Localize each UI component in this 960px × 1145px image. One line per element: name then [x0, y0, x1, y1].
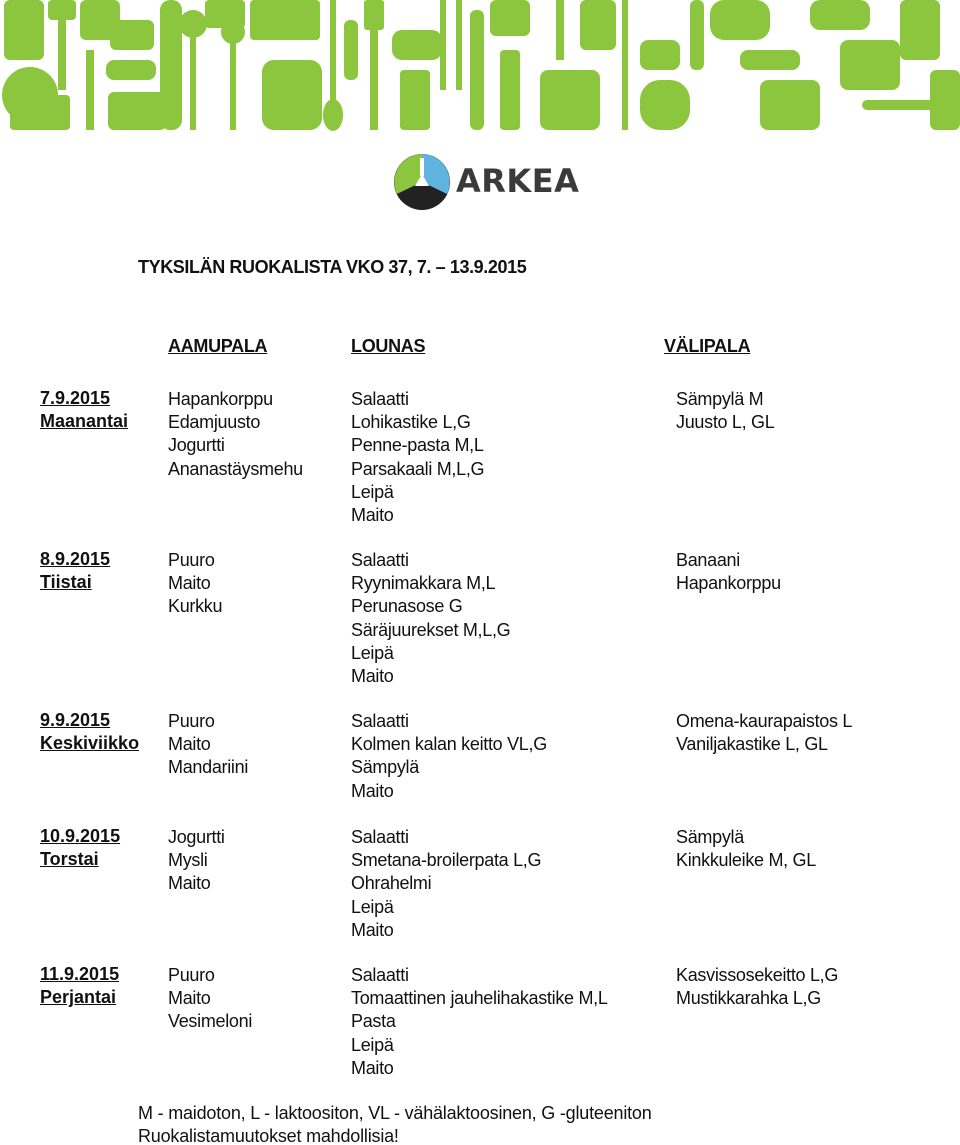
menu-item: Maito	[168, 734, 211, 755]
menu-item: Maito	[168, 873, 211, 894]
menu-item: Kolmen kalan keitto VL,G	[351, 734, 547, 755]
menu-item: Kasvissosekeitto L,G	[676, 965, 839, 985]
knife-icon	[86, 50, 94, 130]
column-header-lounas: LOUNAS	[351, 336, 426, 356]
menu-item: Tomaattinen jauhelihakastike M,L	[351, 988, 608, 1009]
menu-item: Mysli	[168, 850, 208, 871]
menu-item: Maito	[351, 1057, 394, 1078]
bowl-icon	[110, 20, 154, 50]
toaster-icon	[262, 60, 322, 130]
valipala-list	[676, 964, 838, 1010]
menu-item: Salaatti	[351, 550, 409, 570]
column-header-valipala: VÄLIPALA	[664, 336, 751, 356]
menu-item: Juusto L, GL	[676, 412, 775, 433]
menu-item: Mustikkarahka L,G	[676, 988, 821, 1009]
menu-item: Säräjuurekset M,L,G	[351, 619, 511, 640]
arkea-logo	[392, 150, 592, 214]
rolling-pin-icon	[160, 0, 182, 130]
menu-item: Maito	[351, 780, 394, 801]
menu-item: Lohikastike L,G	[351, 412, 471, 433]
arkea-logo-text: ARKEA	[456, 162, 580, 200]
aamupala-list	[168, 964, 252, 1034]
scale-icon	[840, 40, 900, 90]
aamupala-list	[168, 549, 222, 619]
pan-icon	[392, 30, 442, 60]
kettle-icon	[108, 92, 166, 130]
menu-item: Ohrahelmi	[351, 873, 432, 894]
menu-item: Mandariini	[168, 757, 249, 778]
jug-icon	[760, 80, 820, 130]
lounas-list	[351, 964, 608, 1080]
valipala-list	[676, 549, 781, 595]
spatula-icon	[58, 10, 66, 90]
menu-item: Sämpylä M	[676, 389, 764, 409]
teapot-icon	[710, 0, 770, 40]
saucepan-icon	[490, 0, 530, 36]
menu-item: Sämpylä	[676, 827, 744, 847]
valipala-list	[676, 826, 816, 872]
aamupala-list	[168, 710, 248, 780]
fish-slice-icon	[740, 50, 800, 70]
valipala-list	[676, 710, 852, 756]
arkea-logo-icon	[392, 152, 452, 212]
menu-item: Ryynimakkara M,L	[351, 573, 496, 594]
menu-item: Parsakaali M,L,G	[351, 458, 485, 479]
menu-item: Penne-pasta M,L	[351, 435, 484, 456]
menu-item: Puuro	[168, 965, 215, 985]
footer	[138, 1102, 652, 1145]
menu-item: Maito	[168, 573, 211, 594]
menu-item: Leipä	[351, 1034, 394, 1055]
lounas-list	[351, 388, 484, 527]
valipala-list	[676, 388, 774, 434]
bottle-icon	[400, 70, 430, 130]
mixer-icon	[556, 0, 564, 60]
cooking-pot-icon	[540, 70, 600, 130]
menu-item: Salaatti	[351, 711, 409, 731]
ladle-icon	[230, 40, 236, 130]
day-weekday: Maanantai	[40, 411, 129, 431]
cleaver-icon	[470, 10, 484, 130]
menu-item: Banaani	[676, 550, 740, 570]
day-date: 8.9.2015	[40, 549, 111, 569]
brush-icon	[344, 20, 358, 80]
menu-item: Maito	[351, 666, 394, 687]
menu-item: Leipä	[351, 896, 394, 917]
day-date: 7.9.2015	[40, 388, 111, 408]
menu-item: Maito	[168, 988, 211, 1009]
menu-item: Jogurtti	[168, 827, 225, 847]
menu-item: Sämpylä	[351, 757, 419, 778]
menu-item: Salaatti	[351, 389, 409, 409]
day-weekday: Torstai	[40, 849, 99, 869]
diet-legend: M - maidoton, L - laktoositon, VL - vähälaktoosinen, G -gluteeniton	[138, 1103, 652, 1123]
menu-item: Salaatti	[351, 965, 409, 985]
bottle-small-icon	[930, 70, 960, 130]
lounas-list	[351, 710, 547, 803]
menu-item: Jogurtti	[168, 435, 225, 456]
lounas-list	[351, 549, 510, 688]
menu-item: Puuro	[168, 550, 215, 570]
menu-item: Salaatti	[351, 827, 409, 847]
day-date: 9.9.2015	[40, 710, 111, 730]
fork-long-icon	[622, 0, 628, 130]
day-date: 10.9.2015	[40, 826, 121, 846]
menu-item: Maito	[351, 919, 394, 940]
menu-item: Omena-kaurapaistos L	[676, 711, 853, 731]
day-weekday: Keskiviikko	[40, 733, 140, 753]
page-title: TYKSILÄN RUOKALISTA VKO 37, 7. – 13.9.2015	[138, 257, 527, 277]
menu-item: Hapankorppu	[168, 389, 273, 409]
menu-item: Hapankorppu	[676, 573, 781, 594]
aamupala-list	[168, 388, 303, 481]
menu-item: Perunasose G	[351, 596, 463, 617]
menu-item: Vesimeloni	[168, 1011, 253, 1032]
spoon-icon	[330, 0, 336, 110]
whisk-icon	[190, 30, 196, 130]
jar-icon	[4, 0, 44, 60]
saw-icon	[500, 50, 520, 130]
spray-bottle-icon	[900, 0, 940, 60]
menu-item: Leipä	[351, 642, 394, 663]
menu-item: Pasta	[351, 1011, 396, 1032]
mug-icon	[640, 40, 680, 70]
menu-item: Smetana-broilerpata L,G	[351, 850, 542, 871]
menu-item: Leipä	[351, 481, 394, 502]
menu-item: Ananastäysmehu	[168, 458, 303, 479]
menu-item: Puuro	[168, 711, 215, 731]
menu-change-note: Ruokalistamuutokset mahdollisia!	[138, 1126, 399, 1145]
kitchen-utensils-banner	[0, 0, 960, 140]
menu-item: Maito	[351, 505, 394, 526]
menu-item: Kinkkuleike M, GL	[676, 850, 816, 871]
day-weekday: Tiistai	[40, 572, 92, 592]
pizza-cutter-icon	[810, 0, 870, 30]
aamupala-list	[168, 826, 225, 896]
utensils-illustration	[0, 0, 960, 140]
menu-item: Kurkku	[168, 596, 223, 617]
day-weekday: Perjantai	[40, 987, 117, 1007]
menu-item: Vaniljakastike L, GL	[676, 734, 828, 755]
cloche-icon	[640, 80, 690, 130]
fork-icon	[440, 0, 446, 90]
blender-icon	[580, 0, 616, 50]
lounas-list	[351, 826, 541, 942]
whisk-small-icon	[690, 0, 704, 70]
column-header-aamupala: AAMUPALA	[168, 336, 268, 356]
day-date: 11.9.2015	[40, 964, 120, 984]
tray-icon	[250, 0, 320, 40]
menu-item: Edamjuusto	[168, 412, 261, 433]
